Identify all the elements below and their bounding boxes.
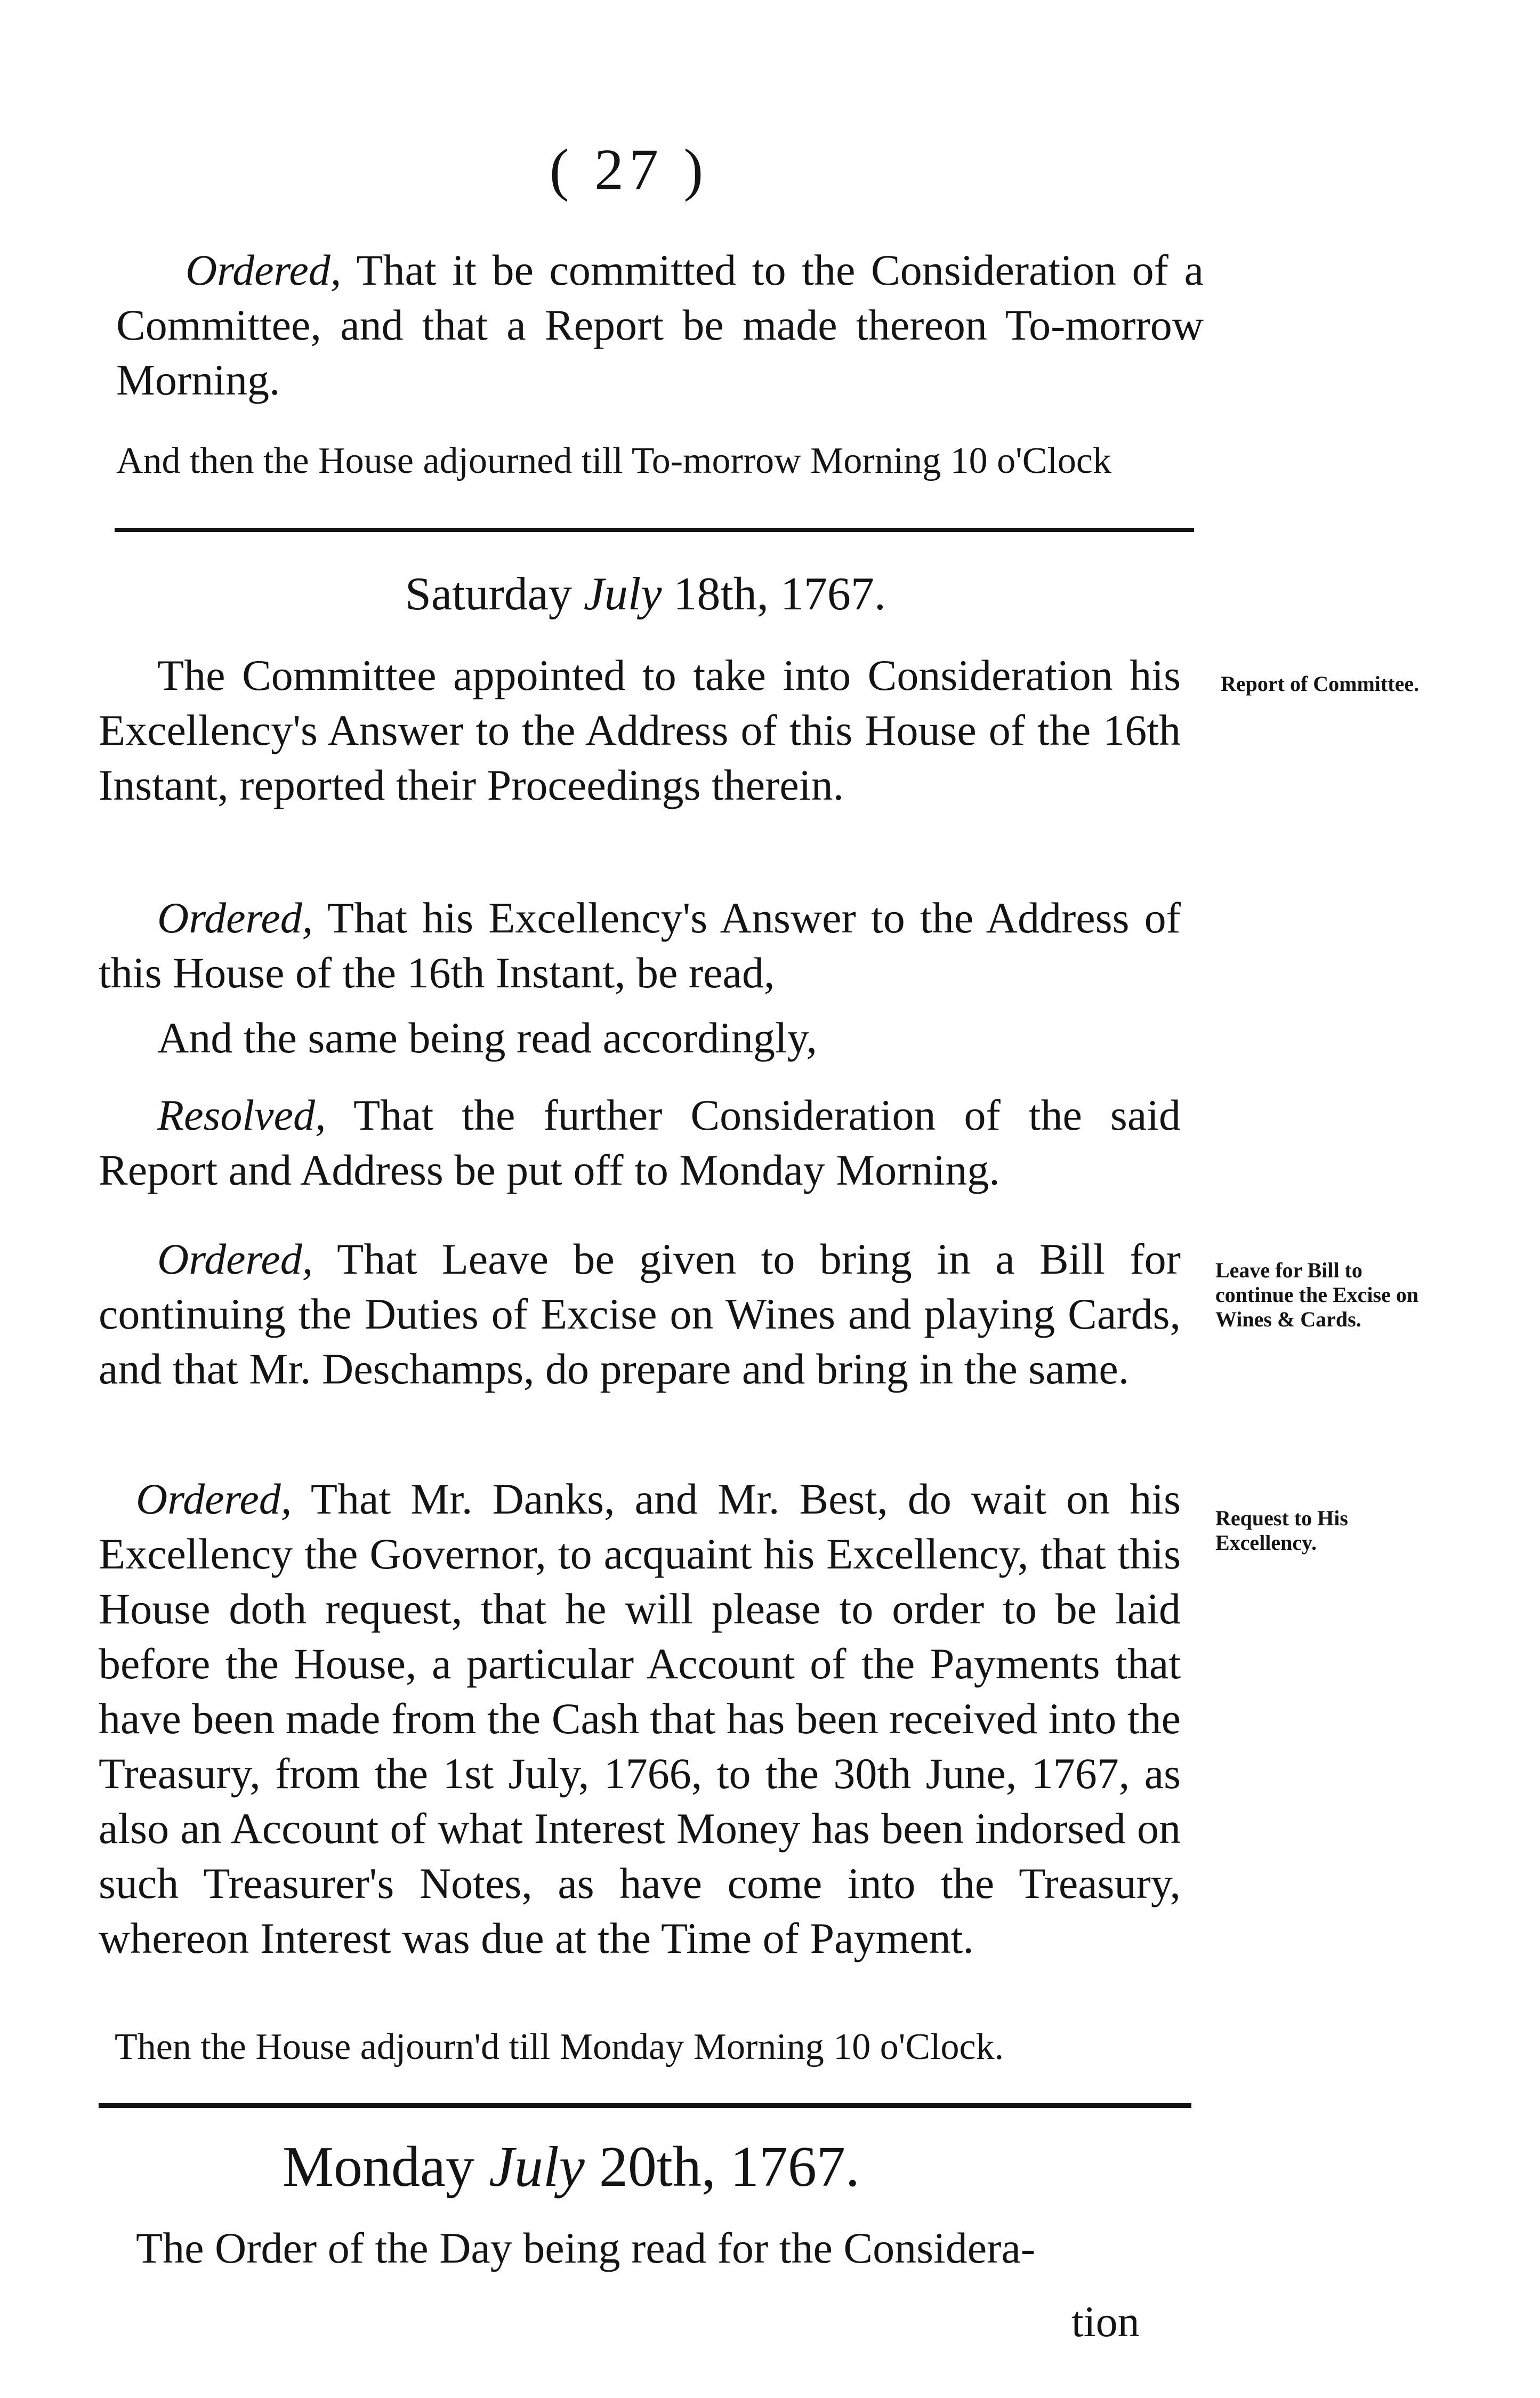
paragraph-text: That the further Consideration of the said Report and Address be put off to Monday Morning. — [99, 1091, 1181, 1194]
paragraph-lead: Resolved, — [157, 1091, 326, 1139]
paragraph-order-of-day — [136, 2220, 1202, 2275]
paragraph-text: That Leave be given to bring in a Bill for continuing the Duties of Excise on Wines and playing Cards, and that Mr. Deschamps, do prepare and bring in the same. — [99, 1235, 1181, 1393]
paragraph-lead: Ordered, — [157, 1235, 313, 1283]
paragraph-text: The Order of the Day being read for the Considera- — [136, 2224, 1036, 2272]
section-divider — [99, 2103, 1191, 2108]
date-month: July — [583, 568, 662, 620]
page-number: ( 27 ) — [549, 137, 709, 202]
date-rest: 18th, 1767. — [662, 568, 886, 620]
date-month: July — [488, 2135, 585, 2199]
paragraph-lead: Ordered, — [157, 894, 313, 942]
paragraph-text: That Mr. Danks, and Mr. Best, do wait on his Excellency the Governor, to acquaint his Excellency, that this House doth request, that he will please to order to be laid before the House, a particular Account of the Payments that have been made from the Cash that has been received into the Treasury, from the 1st July, 1766, to the 30th June, 1767, as also an Account of what Interest Money has been indorsed on such Treasurer's Notes, as have come into the Treasury, whereon Interest was due at the Time of Payment. — [99, 1475, 1181, 1962]
paragraph-text: And the same being read accordingly, — [157, 1013, 817, 1062]
section-divider — [115, 528, 1194, 532]
paragraph-text: That it be committed to the Consideration of a Committee, and that a Report be made thereon To-morrow Morning. — [116, 246, 1204, 404]
margin-note-leave-bill: Leave for Bill to continue the Excise on Wines & Cards. — [1215, 1258, 1419, 1331]
date-day: Monday — [283, 2135, 489, 2199]
paragraph-committed — [116, 243, 1204, 407]
paragraph-read-accordingly — [157, 1010, 1170, 1065]
paragraph-lead: Ordered, — [136, 1475, 292, 1523]
date-heading-monday — [283, 2133, 860, 2202]
paragraph-committee-report — [99, 648, 1181, 812]
paragraph-text: The Committee appointed to take into Consideration his Excellency's Answer to the Address of this House of the 16th Instant, reported their Proceedings therein. — [99, 651, 1181, 809]
paragraph-resolved — [99, 1088, 1181, 1197]
date-day: Saturday — [405, 568, 584, 620]
paragraph-leave-bill — [99, 1232, 1181, 1396]
margin-note-request: Request to His Excellency. — [1215, 1506, 1348, 1555]
date-rest: 20th, 1767. — [584, 2135, 860, 2199]
paragraph-answer-read — [99, 890, 1181, 1000]
margin-note-report: Report of Committee. — [1221, 672, 1420, 696]
date-heading-saturday — [405, 565, 886, 624]
paragraph-request — [99, 1471, 1181, 1966]
catchword: tion — [1071, 2297, 1140, 2346]
paragraph-lead: Ordered, — [186, 246, 342, 294]
adjournment-line: Then the House adjourn'd till Monday Morning 10 o'Clock. — [115, 2026, 1004, 2067]
adjournment-line: And then the House adjourned till To-morrow Morning 10 o'Clock — [116, 440, 1111, 481]
paragraph-text: That his Excellency's Answer to the Address of this House of the 16th Instant, be read, — [99, 894, 1181, 997]
